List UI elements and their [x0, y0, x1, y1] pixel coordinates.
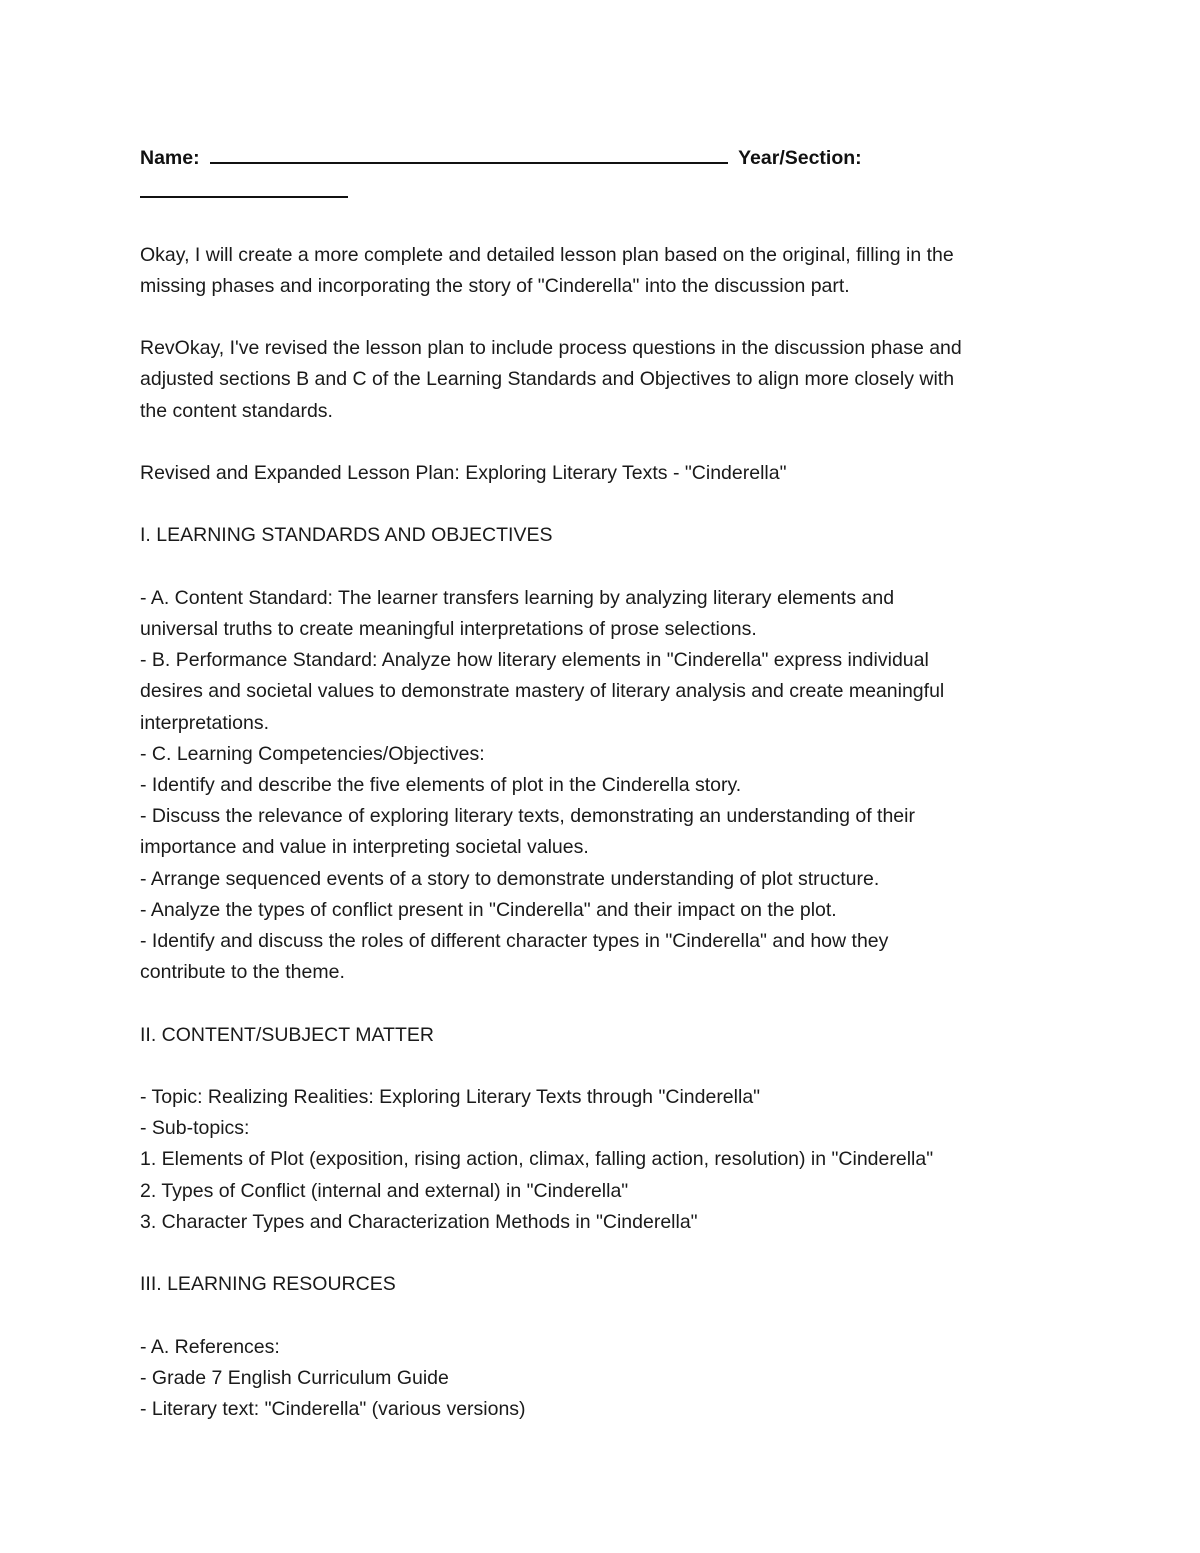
- section-3-content: [140, 1332, 1060, 1426]
- name-label: Name:: [140, 147, 200, 169]
- year-section-blank-line: [140, 174, 1060, 208]
- list-item: interpretations.: [140, 711, 269, 734]
- list-item: - C. Learning Competencies/Objectives:: [140, 742, 485, 765]
- list-item: - Analyze the types of conflict present in "Cinderella" and their impact on the plot.: [140, 898, 837, 921]
- section-1-heading: I. LEARNING STANDARDS AND OBJECTIVES: [140, 524, 553, 547]
- document-page: [140, 140, 1060, 1425]
- section-2-heading: II. CONTENT/SUBJECT MATTER: [140, 1023, 434, 1046]
- list-item: desires and societal values to demonstrate mastery of literary analysis and create meaningful: [140, 680, 945, 703]
- intro-paragraph-1: Okay, I will create a more complete and detailed lesson plan based on the original, filling in the missing phases and incorporating the story of "Cinderella" into the discussion part.: [140, 243, 954, 297]
- list-item: 3. Character Types and Characterization Methods in "Cinderella": [140, 1210, 698, 1233]
- name-line: [140, 140, 1060, 174]
- name-blank: [210, 140, 728, 164]
- list-item: - Literary text: "Cinderella" (various versions): [140, 1397, 526, 1420]
- section-2-content: [140, 1082, 1060, 1238]
- list-item: - B. Performance Standard: Analyze how literary elements in "Cinderella" express individual: [140, 649, 929, 672]
- year-section-label: Year/Section:: [738, 147, 862, 169]
- year-section-blank: [140, 174, 348, 198]
- section-3-heading: III. LEARNING RESOURCES: [140, 1273, 396, 1296]
- list-item: 1. Elements of Plot (exposition, rising action, climax, falling action, resolution) in "Cinderella": [140, 1148, 934, 1171]
- list-item: universal truths to create meaningful interpretations of prose selections.: [140, 617, 757, 640]
- list-item: - Sub-topics:: [140, 1117, 250, 1140]
- list-item: importance and value in interpreting societal values.: [140, 836, 589, 859]
- list-item: contribute to the theme.: [140, 961, 345, 984]
- list-item: - Topic: Realizing Realities: Exploring Literary Texts through "Cinderella": [140, 1085, 761, 1108]
- section-1-content: [140, 583, 1060, 989]
- list-item: 2. Types of Conflict (internal and external) in "Cinderella": [140, 1179, 629, 1202]
- list-item: - Arrange sequenced events of a story to demonstrate understanding of plot structure.: [140, 867, 880, 890]
- intro-paragraph-2: RevOkay, I've revised the lesson plan to include process questions in the discussion phase and adjusted sections B and C of the Learning Standards and Objectives to align more closely with the content standards.: [140, 337, 962, 422]
- list-item: - Discuss the relevance of exploring literary texts, demonstrating an understanding of their: [140, 805, 915, 828]
- lesson-plan-title: Revised and Expanded Lesson Plan: Exploring Literary Texts - "Cinderella": [140, 461, 787, 484]
- list-item: - Grade 7 English Curriculum Guide: [140, 1366, 449, 1389]
- list-item: - Identify and describe the five elements of plot in the Cinderella story.: [140, 773, 742, 796]
- list-item: - Identify and discuss the roles of different character types in "Cinderella" and how they: [140, 930, 889, 952]
- list-item: - A. References:: [140, 1335, 280, 1358]
- list-item: - A. Content Standard: The learner transfers learning by analyzing literary elements and: [140, 586, 895, 609]
